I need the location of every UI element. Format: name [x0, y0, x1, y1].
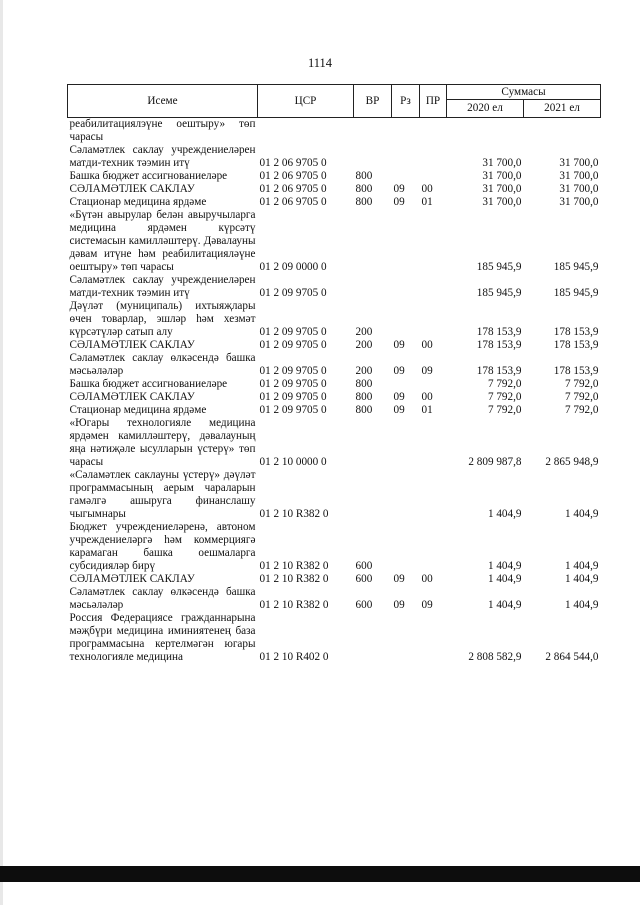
- table-row: [68, 521, 601, 573]
- row-rz: 09: [393, 599, 405, 611]
- budget-table-wrapper: [67, 84, 600, 664]
- row-vr: [354, 274, 392, 300]
- scan-bottom-bar: [0, 866, 640, 882]
- row-csr: 01 2 10 R382 0: [259, 560, 329, 572]
- row-sum-2021: 178 153,9: [553, 326, 599, 338]
- row-rz: [392, 274, 420, 300]
- row-csr: 01 2 09 9705 0: [259, 326, 327, 338]
- header-csr: ЦСР: [258, 85, 354, 118]
- row-vr: 600: [355, 573, 373, 585]
- header-vr: ВР: [354, 85, 392, 118]
- row-csr: 01 2 06 9705 0: [259, 196, 327, 208]
- row-sum-2021: 185 945,9: [553, 287, 599, 299]
- row-pr: [420, 209, 447, 274]
- header-sums: Суммасы: [447, 85, 601, 100]
- row-name: реабилитациялэүне оештыру» төп чарасы: [69, 118, 256, 143]
- row-sum-2020: 31 700,0: [482, 170, 522, 182]
- row-sum-2021: 2 865 948,9: [545, 456, 599, 468]
- row-sum-2021: 178 153,9: [553, 365, 599, 377]
- table-row: [68, 404, 601, 417]
- budget-table: [67, 84, 601, 664]
- row-name: «Бүтән авырулар белән авыручыларга медицина ярдәмен күрсәтү системасын камилләштерү. Дәвалауны дәвам итүне һәм реабилитацияләүне оештыру» төп чарасы: [69, 209, 256, 273]
- row-rz: [392, 300, 420, 339]
- row-name: Дәүләт (муниципаль) ихтыяҗлары өчен товарлар, эшләр һәм хезмәт күрсәтүләр сатып алу: [69, 300, 256, 338]
- row-name: СӘЛАМӘТЛЕК САКЛАУ: [69, 183, 195, 195]
- row-pr: 01: [421, 404, 433, 416]
- row-rz: 09: [393, 196, 405, 208]
- table-body: [68, 118, 601, 665]
- row-csr: 01 2 09 9705 0: [259, 287, 327, 299]
- table-row: [68, 469, 601, 521]
- table-row: [68, 378, 601, 391]
- table-row: [68, 391, 601, 404]
- row-pr: [420, 521, 447, 573]
- row-sum-2021: 31 700,0: [559, 170, 599, 182]
- row-csr: 01 2 10 0000 0: [259, 456, 327, 468]
- row-name: Сәламәтлек саклау өлкәсендә башка мәсьәләләр: [69, 352, 256, 377]
- table-row: [68, 274, 601, 300]
- row-vr: [354, 118, 392, 145]
- row-sum-2020: 31 700,0: [482, 157, 522, 169]
- row-rz: [392, 144, 420, 170]
- row-pr: [420, 300, 447, 339]
- table-row: [68, 339, 601, 352]
- table-header: [68, 85, 601, 118]
- header-rz: Рз: [392, 85, 420, 118]
- row-vr: [354, 417, 392, 469]
- table-row: [68, 118, 601, 145]
- row-vr: 800: [355, 404, 373, 416]
- row-name: «Югары технологияле медицина ярдәмен камилләштерү, дәвалауның яңа нәтиҗәле ысулларын үстерү» төп чарасы: [69, 417, 256, 468]
- row-vr: [354, 144, 392, 170]
- row-name: Башка бюджет ассигнованиеләре: [69, 378, 228, 390]
- row-sum-2020: 1 404,9: [487, 573, 522, 585]
- row-csr: 01 2 09 9705 0: [259, 378, 327, 390]
- row-rz: [392, 417, 420, 469]
- table-row: [68, 144, 601, 170]
- row-pr: 00: [421, 391, 433, 403]
- row-csr: 01 2 09 9705 0: [259, 404, 327, 416]
- row-rz: [392, 170, 420, 183]
- row-sum-2020: 178 153,9: [476, 326, 522, 338]
- row-sum-2021: 31 700,0: [559, 157, 599, 169]
- row-name: Стационар медицина ярдәме: [69, 404, 207, 416]
- header-year-2020: 2020 ел: [447, 100, 524, 118]
- row-pr: [420, 378, 447, 391]
- row-name: Сәламәтлек саклау өлкәсендә башка мәсьәләләр: [69, 586, 256, 611]
- table-row: [68, 586, 601, 612]
- table-row: [68, 352, 601, 378]
- row-vr: 600: [355, 560, 373, 572]
- row-sum-2020: 1 404,9: [487, 599, 522, 611]
- row-pr: [420, 118, 447, 145]
- row-sum-2021: 1 404,9: [564, 573, 599, 585]
- row-csr: [258, 118, 354, 145]
- row-sum-2021: 1 404,9: [564, 508, 599, 520]
- row-sum-2020: 7 792,0: [487, 378, 522, 390]
- row-name: СӘЛАМӘТЛЕК САКЛАУ: [69, 573, 195, 585]
- row-csr: 01 2 10 R382 0: [259, 599, 329, 611]
- table-row: [68, 417, 601, 469]
- row-rz: 09: [393, 339, 405, 351]
- row-vr: [354, 209, 392, 274]
- header-year-2021: 2021 ел: [524, 100, 601, 118]
- row-sum-2020: 2 808 582,9: [468, 651, 522, 663]
- row-vr: 800: [355, 183, 373, 195]
- row-sum-2021: [524, 118, 601, 145]
- table-row: [68, 170, 601, 183]
- row-sum-2020: 178 153,9: [476, 365, 522, 377]
- row-sum-2020: 1 404,9: [487, 560, 522, 572]
- row-sum-2021: 1 404,9: [564, 560, 599, 572]
- row-vr: 800: [355, 378, 373, 390]
- row-sum-2020: [447, 118, 524, 145]
- row-pr: [420, 612, 447, 664]
- row-vr: 800: [355, 170, 373, 182]
- row-sum-2020: 2 809 987,8: [468, 456, 522, 468]
- row-pr: 00: [421, 183, 433, 195]
- row-vr: 200: [355, 339, 373, 351]
- row-sum-2021: 178 153,9: [553, 339, 599, 351]
- row-sum-2021: 31 700,0: [559, 196, 599, 208]
- row-pr: [420, 274, 447, 300]
- row-sum-2020: 7 792,0: [487, 404, 522, 416]
- row-rz: 09: [393, 365, 405, 377]
- row-pr: 01: [421, 196, 433, 208]
- row-rz: [392, 612, 420, 664]
- row-vr: [354, 469, 392, 521]
- row-sum-2020: 185 945,9: [476, 261, 522, 273]
- row-csr: 01 2 09 9705 0: [259, 365, 327, 377]
- row-name: Россия Федерациясе гражданнарына мәҗбүри медицина иминиятенең база программасына кертелмәгән югары технологияле медицина: [69, 612, 256, 663]
- header-name: Исеме: [68, 85, 258, 118]
- row-sum-2020: 31 700,0: [482, 183, 522, 195]
- row-sum-2021: 185 945,9: [553, 261, 599, 273]
- row-rz: 09: [393, 573, 405, 585]
- row-pr: 09: [421, 599, 433, 611]
- row-name: СӘЛАМӘТЛЕК САКЛАУ: [69, 391, 195, 403]
- row-csr: 01 2 09 9705 0: [259, 391, 327, 403]
- row-pr: [420, 469, 447, 521]
- row-sum-2020: 7 792,0: [487, 391, 522, 403]
- row-vr: 800: [355, 391, 373, 403]
- row-pr: [420, 144, 447, 170]
- row-sum-2021: 31 700,0: [559, 183, 599, 195]
- row-name: Бюджет учреждениеләренә, автоном учреждениеләргә һәм коммерциягә карамаган башка оешмаларга субсидияләр бирү: [69, 521, 256, 572]
- row-name: Сәламәтлек саклау учреждениеләрен матди-техник тәэмин итү: [69, 274, 256, 299]
- row-csr: 01 2 10 R382 0: [259, 573, 329, 585]
- row-name: Стационар медицина ярдәме: [69, 196, 207, 208]
- row-rz: 09: [393, 404, 405, 416]
- table-row: [68, 183, 601, 196]
- row-sum-2021: 2 864 544,0: [545, 651, 599, 663]
- row-vr: 600: [355, 599, 373, 611]
- row-csr: 01 2 10 R382 0: [259, 508, 329, 520]
- row-sum-2021: 7 792,0: [564, 378, 599, 390]
- page-number: 1114: [307, 56, 333, 70]
- row-rz: [392, 118, 420, 145]
- row-rz: 09: [393, 391, 405, 403]
- table-row: [68, 612, 601, 664]
- table-row: [68, 209, 601, 274]
- header-pr: ПР: [420, 85, 447, 118]
- row-vr: 800: [355, 196, 373, 208]
- row-pr: 09: [421, 365, 433, 377]
- row-rz: [392, 378, 420, 391]
- row-name: Башка бюджет ассигнованиеләре: [69, 170, 228, 182]
- row-rz: 09: [393, 183, 405, 195]
- row-pr: [420, 417, 447, 469]
- row-sum-2020: 31 700,0: [482, 196, 522, 208]
- row-name: Сәламәтлек саклау учреждениеләрен матди-техник тәэмин итү: [69, 144, 256, 169]
- row-csr: 01 2 09 9705 0: [259, 339, 327, 351]
- row-sum-2020: 1 404,9: [487, 508, 522, 520]
- row-vr: 200: [355, 365, 373, 377]
- row-pr: 00: [421, 339, 433, 351]
- table-row: [68, 300, 601, 339]
- row-csr: 01 2 06 9705 0: [259, 170, 327, 182]
- table-row: [68, 573, 601, 586]
- row-rz: [392, 469, 420, 521]
- row-vr: [354, 612, 392, 664]
- row-rz: [392, 521, 420, 573]
- row-rz: [392, 209, 420, 274]
- row-pr: [420, 170, 447, 183]
- row-sum-2021: 1 404,9: [564, 599, 599, 611]
- row-pr: 00: [421, 573, 433, 585]
- row-csr: 01 2 06 9705 0: [259, 183, 327, 195]
- row-sum-2021: 7 792,0: [564, 404, 599, 416]
- row-csr: 01 2 06 9705 0: [259, 157, 327, 169]
- row-sum-2020: 178 153,9: [476, 339, 522, 351]
- row-vr: 200: [355, 326, 373, 338]
- scan-edge: [0, 0, 3, 905]
- row-sum-2020: 185 945,9: [476, 287, 522, 299]
- row-name: СӘЛАМӘТЛЕК САКЛАУ: [69, 339, 195, 351]
- row-csr: 01 2 10 R402 0: [259, 651, 329, 663]
- table-row: [68, 196, 601, 209]
- row-name: «Сәламәтлек саклауны үстерү» дәүләт программасының аерым чараларын гамәлгә ашыруга финанслашу чыгымнары: [69, 469, 256, 520]
- row-csr: 01 2 09 0000 0: [259, 261, 327, 273]
- row-sum-2021: 7 792,0: [564, 391, 599, 403]
